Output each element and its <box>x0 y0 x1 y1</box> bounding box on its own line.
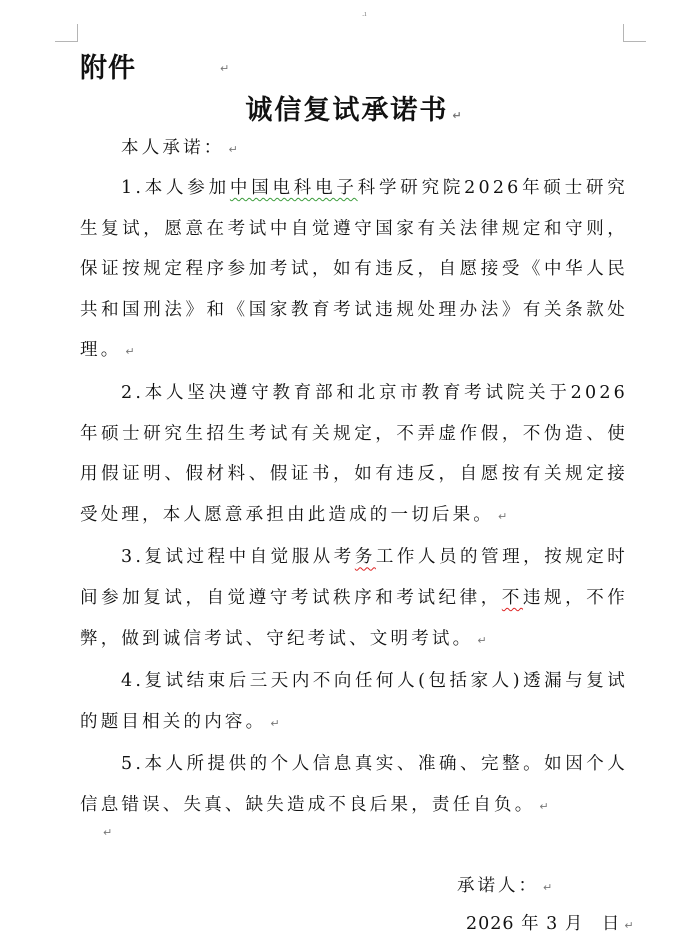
signer-line <box>457 872 555 897</box>
grammar-flagged-text: 中国电科电子 <box>229 178 358 198</box>
intro-text: 本人承诺： <box>121 138 225 158</box>
margin-corner-top-right <box>623 24 646 42</box>
paragraph-mark-icon: ↵ <box>498 509 511 523</box>
spelling-flagged-text: 不 <box>501 587 523 608</box>
item-text: 本人坚决遵守教育部和北京市教育考试院关于2026年硕士研究生招生考试有关规定，不弄虚作假，不伪造、使用假证明、假材料、假证书，如有违反，自愿按有关规定接受处理，本人愿意承担由此造成的一切后果。 <box>80 382 628 525</box>
item-number: 1. <box>121 178 145 198</box>
signature-date: 2026 年 3 月 日 <box>466 914 621 934</box>
pledge-item-2 <box>80 373 628 537</box>
paragraph-mark-icon: ↵ <box>228 143 241 156</box>
attachment-label: 附件 <box>80 53 136 84</box>
paragraph-mark-icon: ↵ <box>125 345 138 359</box>
spelling-flagged-text: 务 <box>354 547 376 568</box>
date-line <box>466 910 635 935</box>
item-number: 2. <box>121 382 145 403</box>
paragraph-mark-icon: ↵ <box>543 881 556 894</box>
pledge-list <box>80 168 628 828</box>
item-number: 5. <box>121 754 145 775</box>
paragraph-mark-icon: ↵ <box>539 799 552 813</box>
item-number: 4. <box>121 671 145 692</box>
paragraph-mark-icon: ↵ <box>270 716 283 730</box>
paragraph-mark-icon: ↵ <box>477 633 490 647</box>
header-mark: .ı <box>362 10 367 18</box>
pledge-item-5 <box>80 744 628 827</box>
paragraph-mark-icon: ↵ <box>452 109 464 122</box>
item-text: 复试过程中自觉服从考 <box>144 547 355 568</box>
item-text: 科学研究院2026年硕士研究生复试，愿意在考试中自觉遵守国家有关法律规定和守则，保证按规定程序参加考试，如有违反，自愿接受《中华人民共和国刑法》和《国家教育考试违规处理办法》有关条款处理。 <box>80 178 628 361</box>
pledge-item-3 <box>80 537 628 661</box>
paragraph-mark-icon: ↵ <box>220 62 230 75</box>
document-title <box>0 88 699 127</box>
item-text: 工作人员的管理，按规定时间参加复试，自觉遵守考试秩序和考试纪律， <box>80 547 629 608</box>
item-number: 3. <box>121 547 145 568</box>
margin-corner-top-left <box>55 24 78 42</box>
title-text: 诚信复试承诺书 <box>245 95 449 126</box>
item-text: 本人所提供的个人信息真实、准确、完整。如因个人信息错误、失真、缺失造成不良后果，责任自负。 <box>80 754 628 815</box>
signer-label: 承诺人： <box>457 876 539 896</box>
item-text: 复试结束后三天内不向任何人(包括家人)透漏与复试的题目相关的内容。 <box>80 671 628 732</box>
pledge-item-1 <box>80 168 628 373</box>
paragraph-mark-icon: ↵ <box>103 826 113 839</box>
paragraph-mark-icon: ↵ <box>624 919 635 932</box>
intro-line <box>80 128 628 170</box>
pledge-item-4 <box>80 661 628 744</box>
item-text: 本人参加 <box>144 178 230 198</box>
item-text: 违规，不作弊，做到诚信考试、守纪考试、文明考试。 <box>80 587 629 649</box>
